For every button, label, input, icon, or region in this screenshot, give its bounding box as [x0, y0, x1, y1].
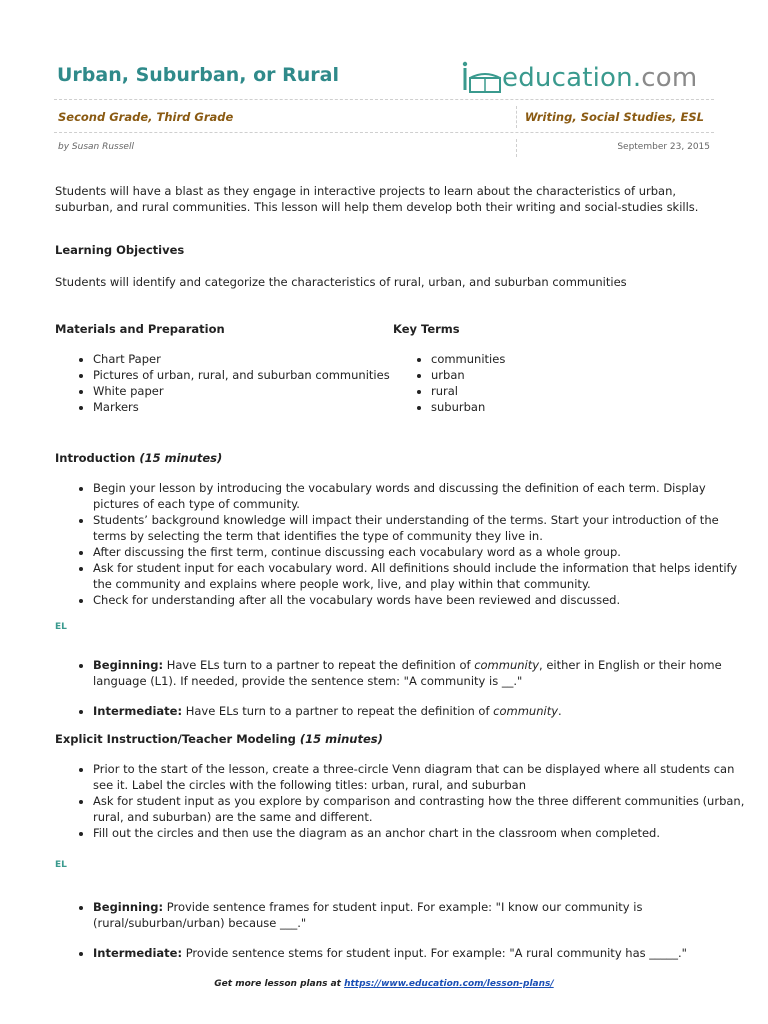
list-item: • Prior to the start of the lesson, create a three-circle Venn diagram that can be displayed where all students can see it. Label the circles with the following titles: urban, rural, and suburban [93, 761, 753, 793]
footer [0, 979, 768, 989]
el-beginning-list [55, 899, 753, 931]
author: by Susan Russell [58, 142, 134, 152]
intro-paragraph: Students will have a blast as they engage in interactive projects to learn about the characteristics of urban, suburban, and rural communities. This lesson will help them develop both their writing and social-studies skills. [55, 184, 699, 214]
list-item: • urban [431, 367, 731, 383]
el-intermediate-list [55, 703, 753, 719]
list-item: • Fill out the circles and then use the diagram as an anchor chart in the classroom when completed. [93, 825, 753, 841]
list-item: • Ask for student input as you explore by comparison and contrasting how the three different communities (urban, rural, and suburban) are the same and different. [93, 793, 753, 825]
meta-divider [54, 132, 714, 133]
materials-heading: Materials and Preparation [55, 322, 225, 336]
meta-separator [516, 139, 517, 157]
key-terms-heading: Key Terms [393, 322, 460, 336]
list-item: • communities [431, 351, 731, 367]
book-reader-icon [456, 58, 502, 98]
el-beginning-list [55, 657, 753, 689]
grade-level: Second Grade, Third Grade [58, 110, 234, 124]
objectives-text: Students will identify and categorize the characteristics of rural, urban, and suburban communities [55, 275, 627, 289]
list-item: • Markers [93, 399, 393, 415]
list-item: • Check for understanding after all the vocabulary words have been reviewed and discussed. [93, 592, 753, 608]
header-separator [516, 106, 517, 128]
lesson-plans-link[interactable]: https://www.education.com/lesson-plans/ [344, 979, 554, 989]
list-item: • Intermediate: Provide sentence stems for student input. For example: "A rural community has _____." [93, 945, 753, 961]
page-title: Urban, Suburban, or Rural [57, 64, 339, 86]
logo-wordmark: education.com [502, 63, 698, 93]
introduction-heading: Introduction (15 minutes) [55, 451, 223, 465]
education-logo[interactable] [456, 58, 697, 98]
materials-list [55, 351, 393, 415]
key-terms-list [393, 351, 731, 415]
header-divider [54, 99, 714, 100]
subjects: Writing, Social Studies, ESL [524, 110, 704, 124]
list-item: • White paper [93, 383, 393, 399]
list-item: • Chart Paper [93, 351, 393, 367]
el-intermediate-list [55, 945, 753, 961]
el-label: EL [55, 860, 67, 870]
list-item: • Beginning: Provide sentence frames for student input. For example: "I know our community is (rural/suburban/urban) because ___." [93, 899, 753, 931]
objectives-heading: Learning Objectives [55, 243, 185, 257]
introduction-list [55, 480, 753, 608]
explicit-instruction-heading: Explicit Instruction/Teacher Modeling (15 minutes) [55, 732, 383, 746]
list-item: • Ask for student input for each vocabulary word. All definitions should include the information that helps identify the community and explains where people work, live, and play within that community. [93, 560, 753, 592]
list-item: • Intermediate: Have ELs turn to a partner to repeat the definition of community. [93, 703, 753, 719]
el-label: EL [55, 622, 67, 632]
footer-text: Get more lesson plans at [214, 979, 345, 989]
explicit-instruction-list [55, 761, 753, 841]
list-item: • Pictures of urban, rural, and suburban communities [93, 367, 393, 383]
list-item: • Beginning: Have ELs turn to a partner to repeat the definition of community, either in English or their home language (L1). If needed, provide the sentence stem: "A community is __." [93, 657, 753, 689]
list-item: • suburban [431, 399, 731, 415]
list-item: • After discussing the first term, continue discussing each vocabulary word as a whole group. [93, 544, 753, 560]
list-item: • Begin your lesson by introducing the vocabulary words and discussing the definition of each term. Display pictures of each type of community. [93, 480, 753, 512]
publish-date: September 23, 2015 [617, 142, 710, 152]
list-item: • Students’ background knowledge will impact their understanding of the terms. Start your introduction of the terms by selecting the term that identifies the type of community they live in. [93, 512, 753, 544]
list-item: • rural [431, 383, 731, 399]
